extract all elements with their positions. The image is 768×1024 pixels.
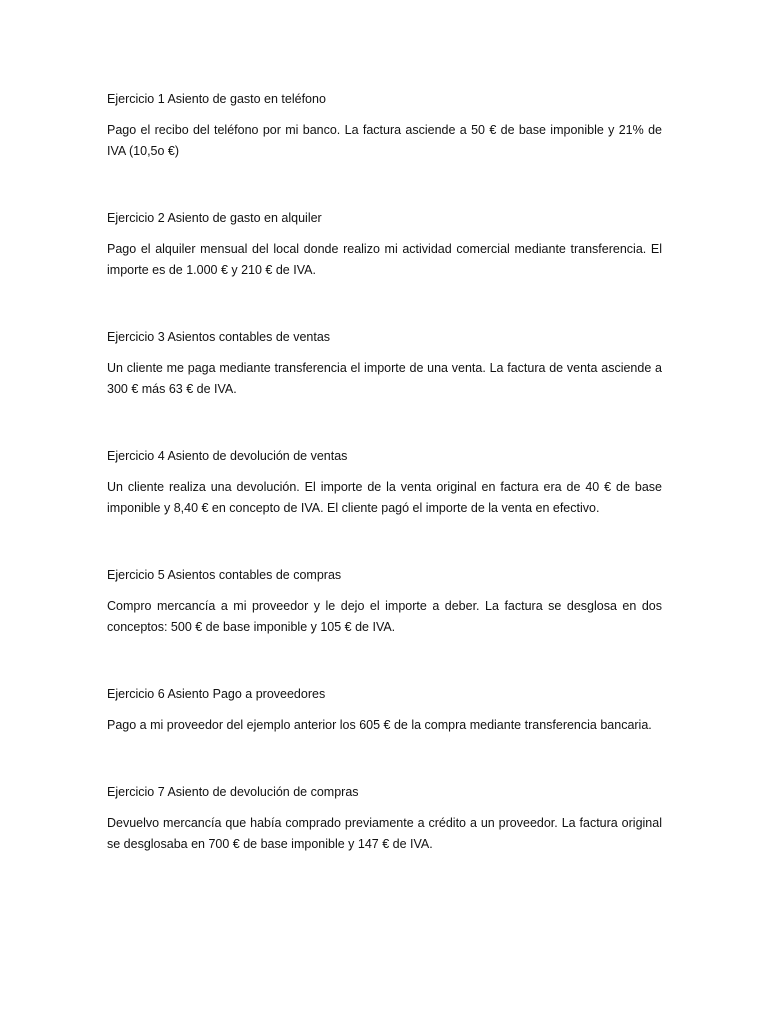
exercise-5 — [107, 565, 662, 684]
exercise-3 — [107, 327, 662, 446]
exercise-title: Ejercicio 1 Asiento de gasto en teléfono — [107, 92, 326, 106]
exercise-title: Ejercicio 7 Asiento de devolución de compras — [107, 785, 359, 799]
exercise-body: Pago a mi proveedor del ejemplo anterior los 605 € de la compra mediante transferencia bancaria. — [107, 718, 652, 732]
exercise-2 — [107, 208, 662, 327]
exercise-body: Un cliente me paga mediante transferencia el importe de una venta. La factura de venta asciende a 300 € más 63 € de IVA. — [107, 361, 662, 396]
exercise-7 — [107, 782, 662, 901]
exercise-title: Ejercicio 6 Asiento Pago a proveedores — [107, 687, 326, 701]
exercise-title: Ejercicio 4 Asiento de devolución de ventas — [107, 449, 348, 463]
document-content — [107, 89, 662, 901]
exercise-title: Ejercicio 3 Asientos contables de ventas — [107, 330, 331, 344]
exercise-body: Pago el recibo del teléfono por mi banco. La factura asciende a 50 € de base imponible y 21% de IVA (10,5o €) — [107, 123, 662, 158]
exercise-1 — [107, 89, 662, 208]
exercise-body: Pago el alquiler mensual del local donde realizo mi actividad comercial mediante transferencia. El importe es de 1.000 € y 210 € de IVA. — [107, 242, 662, 277]
exercise-4 — [107, 446, 662, 565]
exercise-body: Un cliente realiza una devolución. El importe de la venta original en factura era de 40 € de base imponible y 8,40 € en concepto de IVA. El cliente pagó el importe de la venta en efectivo. — [107, 480, 662, 515]
exercise-title: Ejercicio 5 Asientos contables de compras — [107, 568, 342, 582]
exercise-body: Devuelvo mercancía que había comprado previamente a crédito a un proveedor. La factura original se desglosaba en 700 € de base imponible y 147 € de IVA. — [107, 816, 662, 851]
exercise-body: Compro mercancía a mi proveedor y le dejo el importe a deber. La factura se desglosa en dos conceptos: 500 € de base imponible y 105 € de IVA. — [107, 599, 662, 634]
exercise-title: Ejercicio 2 Asiento de gasto en alquiler — [107, 211, 322, 225]
exercise-6 — [107, 684, 662, 782]
